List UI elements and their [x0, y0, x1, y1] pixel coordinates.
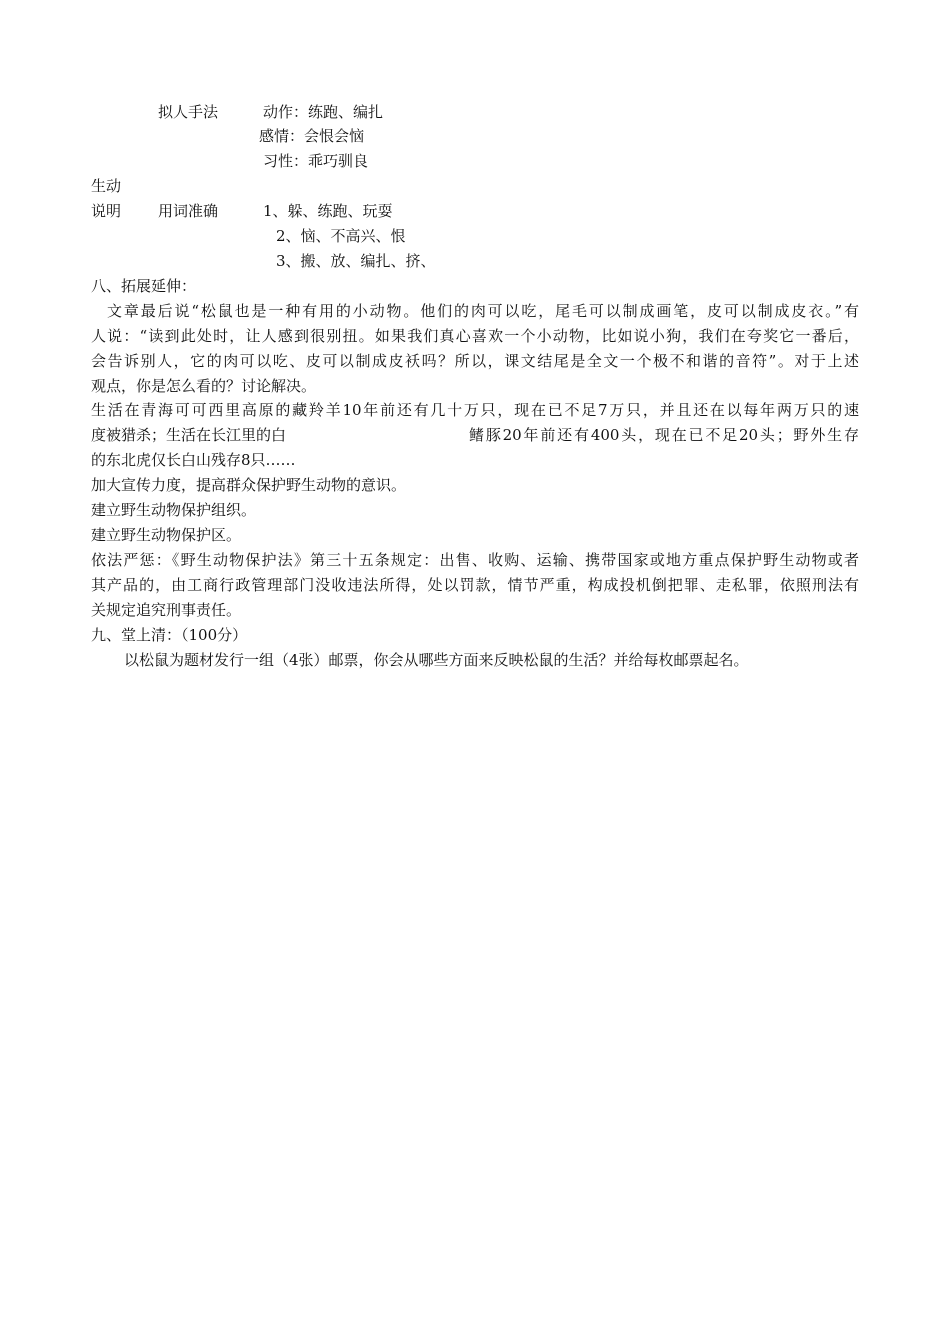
law-line-2: 其产品的，由工商行政管理部门没收违法所得，处以罚款，情节严重，构成投机倒把罪、走私罪，依照刑法有: [91, 576, 859, 594]
discussion-line-4: 观点，你是怎么看的？讨论解决。: [91, 377, 317, 395]
vivid-label: 生动: [91, 177, 122, 195]
discussion-line-2: 人说：“读到此处时，让人感到很别扭。如果我们真心喜欢一个小动物，比如说小狗，我们在夸奖它一番后，: [91, 327, 859, 345]
wildlife-line-3: 的东北虎仅长白山残存8只……: [91, 451, 296, 469]
stamp-task: 以松鼠为题材发行一组（4张）邮票，你会从哪些方面来反映松鼠的生活？并给每枚邮票起名。: [124, 651, 749, 669]
measure-publicity: 加大宣传力度，提高群众保护野生动物的意识。: [91, 476, 407, 494]
wildlife-line-2a: 度被猎杀；生活在长江里的白: [91, 426, 287, 444]
section-9-heading: 九、堂上清：（100分）: [91, 626, 248, 644]
discussion-line-1: 文章最后说“松鼠也是一种有用的小动物。他们的肉可以吃，尾毛可以制成画笔，皮可以制成皮衣。”有: [107, 302, 859, 320]
wildlife-line-2b: 鳍豚20年前还有400头，现在已不足20头；野外生存: [469, 426, 859, 444]
word-group-2: 2、恼、不高兴、恨: [276, 227, 406, 245]
precise-label: 用词准确: [158, 202, 219, 220]
explain-label: 说明: [91, 202, 122, 220]
wildlife-line-1: 生活在青海可可西里高原的藏羚羊10年前还有几十万只，现在已不足7万只，并且还在以每年两万只的速: [91, 401, 859, 419]
action-line: 动作：练跑、编扎: [263, 103, 384, 121]
measure-organization: 建立野生动物保护组织。: [91, 501, 257, 519]
discussion-line-3: 会告诉别人，它的肉可以吃、皮可以制成皮袄吗？所以，课文结尾是全文一个极不和谐的音符”。对于上述: [91, 352, 859, 370]
word-group-3: 3、搬、放、编扎、挤、: [276, 252, 436, 270]
personify-label: 拟人手法: [158, 103, 219, 121]
section-8-heading: 八、拓展延伸：: [91, 277, 197, 295]
law-line-3: 关规定追究刑事责任。: [91, 601, 242, 619]
emotion-line: 感情：会恨会恼: [259, 127, 365, 145]
law-line-1: 依法严惩：《野生动物保护法》第三十五条规定：出售、收购、运输、携带国家或地方重点保护野生动物或者: [91, 551, 859, 569]
measure-reserve: 建立野生动物保护区。: [91, 526, 242, 544]
habit-line: 习性：乖巧驯良: [263, 152, 369, 170]
word-group-1: 1、躲、练跑、玩耍: [263, 202, 393, 220]
